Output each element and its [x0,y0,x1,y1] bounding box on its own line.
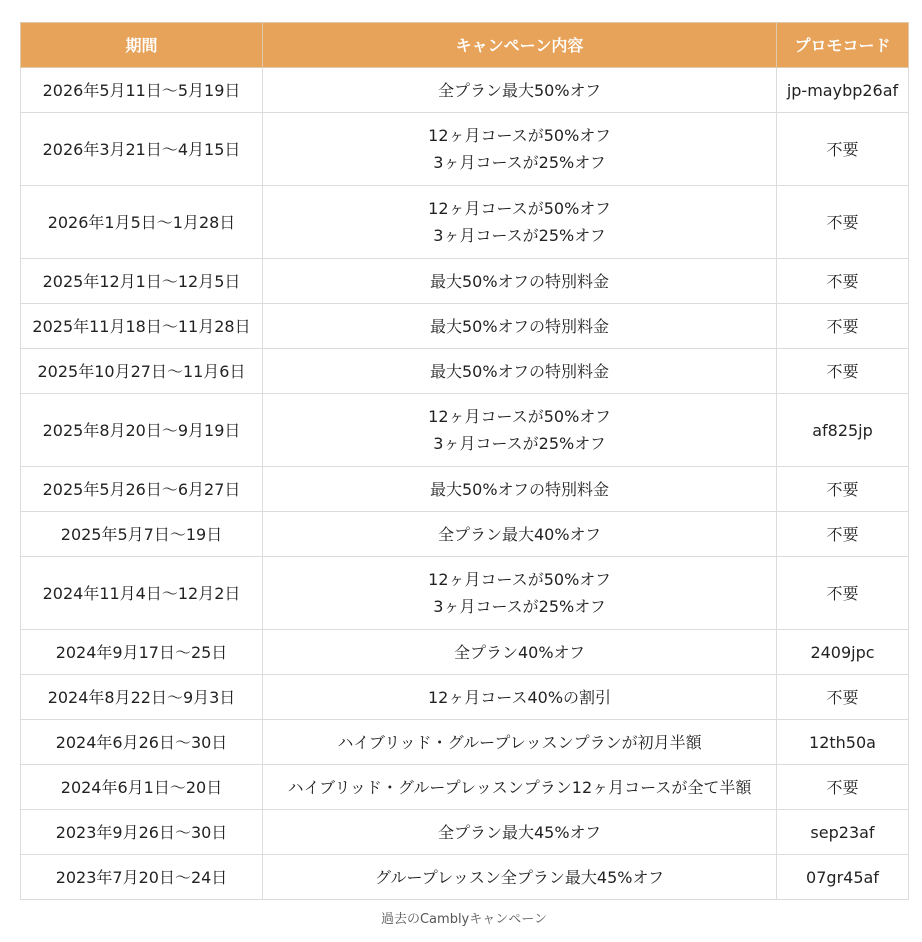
cell-promo-code: 不要 [777,765,909,810]
table-row [21,467,909,512]
header-period: 期間 [21,23,263,68]
cell-period: 2024年6月1日〜20日 [21,765,263,810]
campaign-table [20,22,909,900]
table-row [21,557,909,630]
cell-content [263,349,777,394]
cell-content [263,675,777,720]
table-caption: 過去のCamblyキャンペーン [380,912,547,927]
content-line: 3ヶ月コースが25%オフ [433,226,606,245]
table-row [21,720,909,765]
cell-content [263,765,777,810]
cell-content [263,810,777,855]
cell-promo-code: 不要 [777,675,909,720]
table-row [21,68,909,113]
cell-content [263,259,777,304]
cell-content [263,557,777,630]
table-body [21,68,909,900]
cell-promo-code: 07gr45af [777,855,909,900]
cell-content [263,855,777,900]
content-line: 全プラン最大40%オフ [437,524,602,544]
cell-content [263,394,777,467]
content-line: 12ヶ月コースが50%オフ [428,126,611,145]
cell-period: 2025年12月1日〜12月5日 [21,259,263,304]
cell-promo-code: 不要 [777,349,909,394]
table-row [21,630,909,675]
campaign-table-container [20,22,908,900]
cell-period: 2024年8月22日〜9月3日 [21,675,263,720]
cell-content [263,304,777,349]
header-row [21,23,909,68]
cell-promo-code: 12th50a [777,720,909,765]
cell-content [263,630,777,675]
cell-promo-code: 不要 [777,113,909,186]
cell-period: 2024年11月4日〜12月2日 [21,557,263,630]
cell-content [263,68,777,113]
cell-period: 2026年3月21日〜4月15日 [21,113,263,186]
content-line: 全プラン最大45%オフ [437,822,602,842]
cell-promo-code: 不要 [777,186,909,259]
cell-content [263,512,777,557]
table-row [21,765,909,810]
table-row [21,512,909,557]
content-line: 12ヶ月コースが50%オフ [428,199,611,218]
cell-period: 2024年9月17日〜25日 [21,630,263,675]
cell-promo-code: af825jp [777,394,909,467]
table-row [21,186,909,259]
content-line: 全プラン40%オフ [453,642,586,662]
table-row [21,259,909,304]
table-row [21,675,909,720]
cell-promo-code: 不要 [777,557,909,630]
cell-period: 2024年6月26日〜30日 [21,720,263,765]
content-line: 3ヶ月コースが25%オフ [433,597,606,616]
content-line: 最大50%オフの特別料金 [429,479,610,499]
cell-period: 2025年8月20日〜9月19日 [21,394,263,467]
cell-period: 2025年11月18日〜11月28日 [21,304,263,349]
table-row [21,304,909,349]
cell-period: 2026年1月5日〜1月28日 [21,186,263,259]
table-row [21,113,909,186]
content-line: 最大50%オフの特別料金 [429,361,610,381]
content-line: 3ヶ月コースが25%オフ [433,434,606,453]
content-line: 12ヶ月コースが50%オフ [428,570,611,589]
content-line: グループレッスン全プラン最大45%オフ [374,867,664,887]
cell-period: 2025年5月7日〜19日 [21,512,263,557]
cell-promo-code: 不要 [777,512,909,557]
content-line: 全プラン最大50%オフ [437,80,602,100]
cell-period: 2026年5月11日〜5月19日 [21,68,263,113]
table-row [21,394,909,467]
table-row [21,810,909,855]
header-promo-code: プロモコード [777,23,909,68]
content-line: 12ヶ月コース40%の割引 [427,687,612,707]
content-line: 最大50%オフの特別料金 [429,271,610,291]
cell-content [263,113,777,186]
cell-period: 2025年10月27日〜11月6日 [21,349,263,394]
header-content: キャンペーン内容 [263,23,777,68]
cell-period: 2023年7月20日〜24日 [21,855,263,900]
cell-period: 2025年5月26日〜6月27日 [21,467,263,512]
content-line: 12ヶ月コースが50%オフ [428,407,611,426]
cell-content [263,186,777,259]
table-row [21,349,909,394]
content-line: 最大50%オフの特別料金 [429,316,610,336]
table-header [21,23,909,68]
cell-content [263,467,777,512]
cell-promo-code: 不要 [777,259,909,304]
cell-content [263,720,777,765]
cell-period: 2023年9月26日〜30日 [21,810,263,855]
cell-promo-code: 2409jpc [777,630,909,675]
content-line: ハイブリッド・グループレッスンプランが初月半額 [337,732,702,752]
cell-promo-code: 不要 [777,304,909,349]
cell-promo-code: sep23af [777,810,909,855]
cell-promo-code: 不要 [777,467,909,512]
content-line: ハイブリッド・グループレッスンプラン12ヶ月コースが全て半額 [287,777,752,797]
content-line: 3ヶ月コースが25%オフ [433,153,606,172]
table-row [21,855,909,900]
cell-promo-code: jp-maybp26af [777,68,909,113]
